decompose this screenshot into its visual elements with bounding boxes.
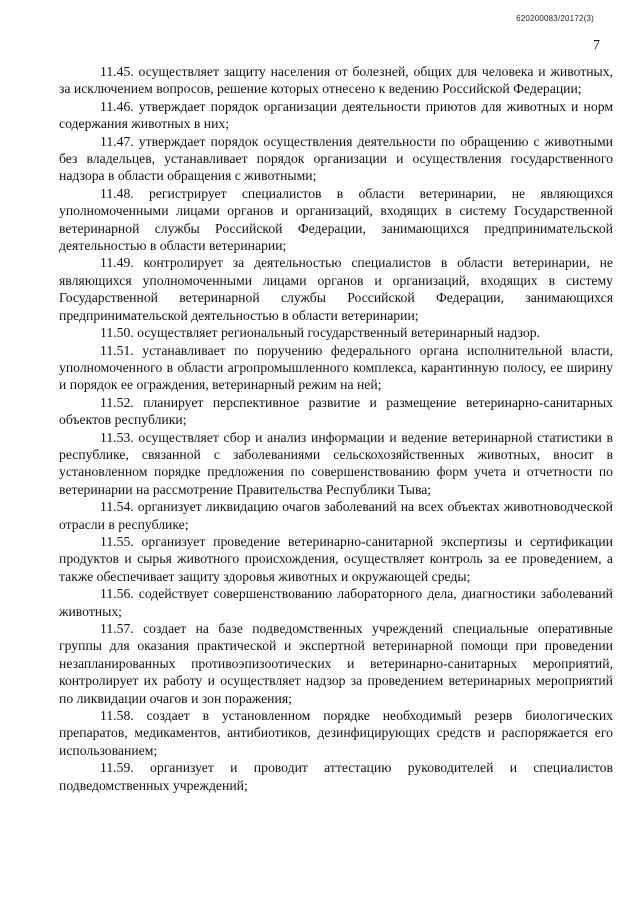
paragraph-11-52: 11.52. планирует перспективное развитие и размещение ветеринарно-санитарных объектов республики; xyxy=(59,394,613,428)
paragraph-11-45: 11.45. осуществляет защиту населения от болезней, общих для человека и животных, за исключением вопросов, решение которых отнесено к ведению Российской Федерации; xyxy=(59,64,613,97)
paragraph-11-46: 11.46. утверждает порядок организации деятельности приютов для животных и норм содержания животных в них; xyxy=(59,98,613,132)
paragraph-11-49: 11.49. контролирует за деятельностью специалистов в области ветеринарии, не являющихся уполномоченными лицами органов и организаций, входящих в систему Государственной ветеринарной службы Российской Федерации, занимающихся предпринимательской деятельностью в области ветеринарии; xyxy=(59,255,613,323)
paragraph-11-56: 11.56. содействует совершенствованию лабораторного дела, диагностики заболеваний животных; xyxy=(59,586,613,619)
paragraph-11-59: 11.59. организует и проводит аттестацию руководителей и специалистов подведомственных учреждений; xyxy=(59,760,613,793)
document-body xyxy=(59,63,613,794)
page-number: 7 xyxy=(593,38,600,53)
document-id: 620200083/20172(3) xyxy=(516,14,594,23)
paragraph-11-54: 11.54. организует ликвидацию очагов заболеваний на всех объектах животноводческой отрасли в республике; xyxy=(59,499,613,532)
paragraph-11-53: 11.53. осуществляет сбор и анализ информации и ведение ветеринарной статистики в республике, связанной с заболеваниями сельскохозяйственных животных, вносит в установленном порядке предложения по совершенствованию форм учета и отчетности по ветеринарии на рассмотрение Правительства Республики Тыва; xyxy=(59,429,613,497)
paragraph-11-58: 11.58. создает в установленном порядке необходимый резерв биологических препаратов, медикаментов, антибиотиков, дезинфицирующих средств и распоряжается его использованием; xyxy=(59,708,613,758)
paragraph-11-48: 11.48. регистрирует специалистов в области ветеринарии, не являющихся уполномоченными лицами органов и организаций, входящих в систему Государственной ветеринарной службы Российской Федерации, занимающихся предпринимательской деятельностью в области ветеринарии; xyxy=(59,185,613,254)
paragraph-11-55: 11.55. организует проведение ветеринарно-санитарной экспертизы и сертификации продуктов и сырья животного происхождения, осуществляет контроль за ее проведением, а также обеспечивает защиту здоровья животных и окружающей среды; xyxy=(59,533,613,584)
paragraph-11-51: 11.51. устанавливает по поручению федерального органа исполнительной власти, уполномоченного в области агропромышленного комплекса, карантинную полосу, ее ширину и порядок ее ограждения, ветеринарный режим на ней; xyxy=(59,342,613,393)
paragraph-11-47: 11.47. утверждает порядок осуществления деятельности по обращению с животными без владельцев, устанавливает порядок организации и осуществления государственного надзора в области обращения с животными; xyxy=(59,133,613,184)
paragraph-11-50: 11.50. осуществляет региональный государственный ветеринарный надзор. xyxy=(100,325,541,341)
paragraph-11-57: 11.57. создает на базе подведомственных учреждений специальные оперативные группы для оказания практической и экспертной ветеринарной помощи при проведении незапланированных противоэпизоотических и ветеринарно-санитарных мероприятий, контролирует их работу и осуществляет надзор за проведением ветеринарных мероприятий по ликвидации очагов и зон поражения; xyxy=(59,621,613,706)
